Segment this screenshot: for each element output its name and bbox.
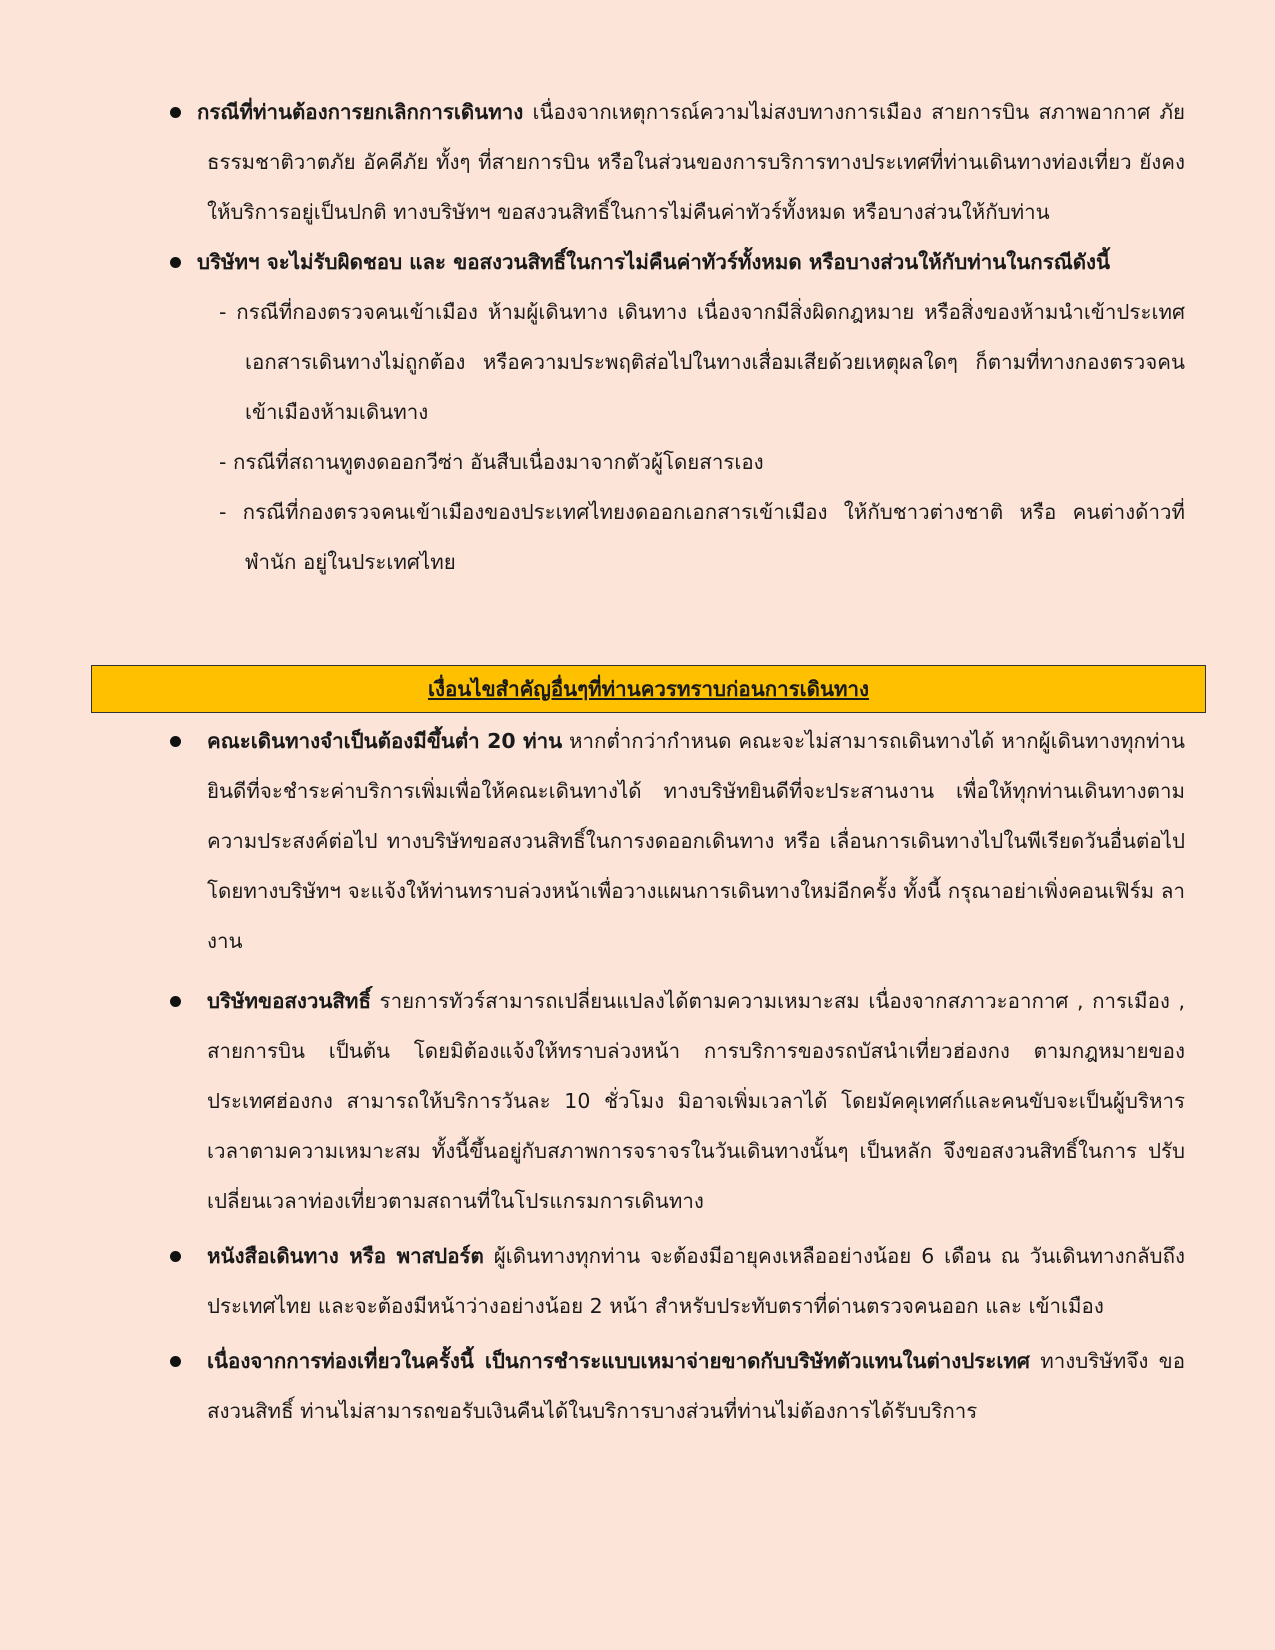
list-item-text bbox=[160, 716, 1185, 966]
bullet-icon bbox=[170, 1251, 181, 1262]
section-other-conditions bbox=[160, 716, 1185, 1436]
bullet-icon bbox=[170, 1356, 181, 1367]
dash-marker: - bbox=[219, 450, 227, 474]
section-banner-title: เงื่อนไขสำคัญอื่นๆที่ท่านควรทราบก่อนการเดินทาง bbox=[91, 665, 1206, 713]
list-item bbox=[160, 1231, 1185, 1331]
list-item-text bbox=[160, 976, 1185, 1226]
list-item-body: เนื่องจากเหตุการณ์ความไม่สงบทางการเมือง สายการบิน สภาพอากาศ ภัยธรรมชาติวาตภัย อัคคีภัย ทั้งๆ ที่สายการบิน หรือในส่วนของการบริการทางประเทศที่ท่านเดินทางท่องเที่ยว ยังคงให้บริการอยู่เป็นปกติ ทางบริษัทฯ ขอสงวนสิทธิ์ในการไม่คืนค่าทัวร์ทั้งหมด หรือบางส่วนให้กับท่าน bbox=[207, 100, 1185, 224]
sub-list-item-text bbox=[207, 437, 1185, 487]
list-item-body: ผู้เดินทางทุกท่าน จะต้องมีอายุคงเหลืออย่างน้อย 6 เดือน ณ วันเดินทางกลับถึง ประเทศไทย และจะต้องมีหน้าว่างอย่างน้อย 2 หน้า สำหรับประทับตราที่ด่านตรวจคนออก และ เข้าเมือง bbox=[207, 1244, 1185, 1318]
list-item-body: ทางบริษัทจึง ขอสงวนสิทธิ์ ท่านไม่สามารถขอรับเงินคืนได้ในบริการบางส่วนที่ท่านไม่ต้องการได้รับบริการ bbox=[207, 1349, 1186, 1423]
sub-list-item bbox=[207, 437, 1185, 487]
list-item-text bbox=[160, 1336, 1185, 1436]
sub-list-item-text bbox=[207, 487, 1185, 587]
list-item-body: หากต่ำกว่ากำหนด คณะจะไม่สามารถเดินทางได้ หากผู้เดินทางทุกท่าน ยินดีที่จะชำระค่าบริการเพิ่มเพื่อให้คณะเดินทางได้ ทางบริษัทยินดีที่จะประสานงาน เพื่อให้ทุกท่านเดินทางตาม ความประสงค์ต่อไป ทางบริษัทขอสงวนสิทธิ์ในการงดออกเดินทาง หรือ เลื่อนการเดินทางไปในพีเรียดวันอื่นต่อไป โดยทางบริษัทฯ จะแจ้งให้ท่านทราบล่วงหน้าเพื่อวางแผนการเดินทางใหม่อีกครั้ง ทั้งนี้ กรุณาอย่าเพิ่งคอนเฟิร์ม ลางาน bbox=[207, 729, 1185, 953]
sub-list-item bbox=[207, 287, 1185, 437]
sub-list-item-body: กรณีที่กองตรวจคนเข้าเมือง ห้ามผู้เดินทาง เดินทาง เนื่องจากมีสิ่งผิดกฎหมาย หรือสิ่งของห้ามนำเข้าประเทศ เอกสารเดินทางไม่ถูกต้อง หรือความประพฤติส่อไปในทางเสื่อมเสียด้วยเหตุผลใดๆ ก็ตามที่ทางกองตรวจคน เข้าเมืองห้ามเดินทาง bbox=[236, 300, 1185, 424]
dash-marker: - bbox=[219, 500, 227, 524]
bullet-icon bbox=[170, 257, 181, 268]
dash-marker: - bbox=[219, 300, 227, 324]
list-item bbox=[160, 87, 1185, 237]
list-item bbox=[160, 1336, 1185, 1436]
list-item-heading: เนื่องจากการท่องเที่ยวในครั้งนี้ เป็นการชำระแบบเหมาจ่ายขาดกับบริษัทตัวแทนในต่างประเทศ bbox=[207, 1349, 1030, 1373]
list-item-text bbox=[160, 87, 1185, 237]
sub-list-item-body: กรณีที่สถานทูตงดออกวีซ่า อันสืบเนื่องมาจากตัวผู้โดยสารเอง bbox=[232, 450, 764, 474]
list-item-text bbox=[160, 1231, 1185, 1331]
list-item-body: รายการทัวร์สามารถเปลี่ยนแปลงได้ตามความเหมาะสม เนื่องจากสภาวะอากาศ , การเมือง , สายการบิน เป็นต้น โดยมิต้องแจ้งให้ทราบล่วงหน้า การบริการของรถบัสนำเที่ยวฮ่องกง ตามกฎหมายของ ประเทศฮ่องกง สามารถให้บริการวันละ 10 ชั่วโมง มิอาจเพิ่มเวลาได้ โดยมัคคุเทศก์และคนขับจะเป็นผู้บริหาร เวลาตามความเหมาะสม ทั้งนี้ขึ้นอยู่กับสภาพการจราจรในวันเดินทางนั้นๆ เป็นหลัก จึงขอสงวนสิทธิ์ในการ ปรับเปลี่ยนเวลาท่องเที่ยวตามสถานที่ในโปรแกรมการเดินทาง bbox=[207, 989, 1185, 1213]
list-item bbox=[160, 716, 1185, 966]
list-item bbox=[160, 976, 1185, 1226]
sub-list-item-body: กรณีที่กองตรวจคนเข้าเมืองของประเทศไทยงดออกเอกสารเข้าเมือง ให้กับชาวต่างชาติ หรือ คนต่างด้าวที่พำนัก อยู่ในประเทศไทย bbox=[242, 500, 1185, 574]
sub-list bbox=[160, 287, 1185, 587]
bullet-icon bbox=[170, 107, 181, 118]
list-item bbox=[160, 237, 1185, 287]
list-item-heading: คณะเดินทางจำเป็นต้องมีขึ้นต่ำ 20 ท่าน bbox=[207, 729, 563, 753]
section-cancellation bbox=[160, 87, 1185, 587]
list-item-heading: บริษัทขอสงวนสิทธิ์ bbox=[207, 989, 371, 1013]
list-item-heading: บริษัทฯ จะไม่รับผิดชอบ และ ขอสงวนสิทธิ์ในการไม่คืนค่าทัวร์ทั้งหมด หรือบางส่วนให้กับท่านในกรณีดังนี้ bbox=[197, 250, 1111, 274]
list-item-text bbox=[160, 237, 1185, 287]
sub-list-item bbox=[207, 487, 1185, 587]
sub-list-item-text bbox=[207, 287, 1185, 437]
bullet-icon bbox=[170, 736, 181, 747]
list-item-heading: กรณีที่ท่านต้องการยกเลิกการเดินทาง bbox=[197, 100, 524, 124]
bullet-icon bbox=[170, 996, 181, 1007]
list-item-heading: หนังสือเดินทาง หรือ พาสปอร์ต bbox=[207, 1244, 484, 1268]
